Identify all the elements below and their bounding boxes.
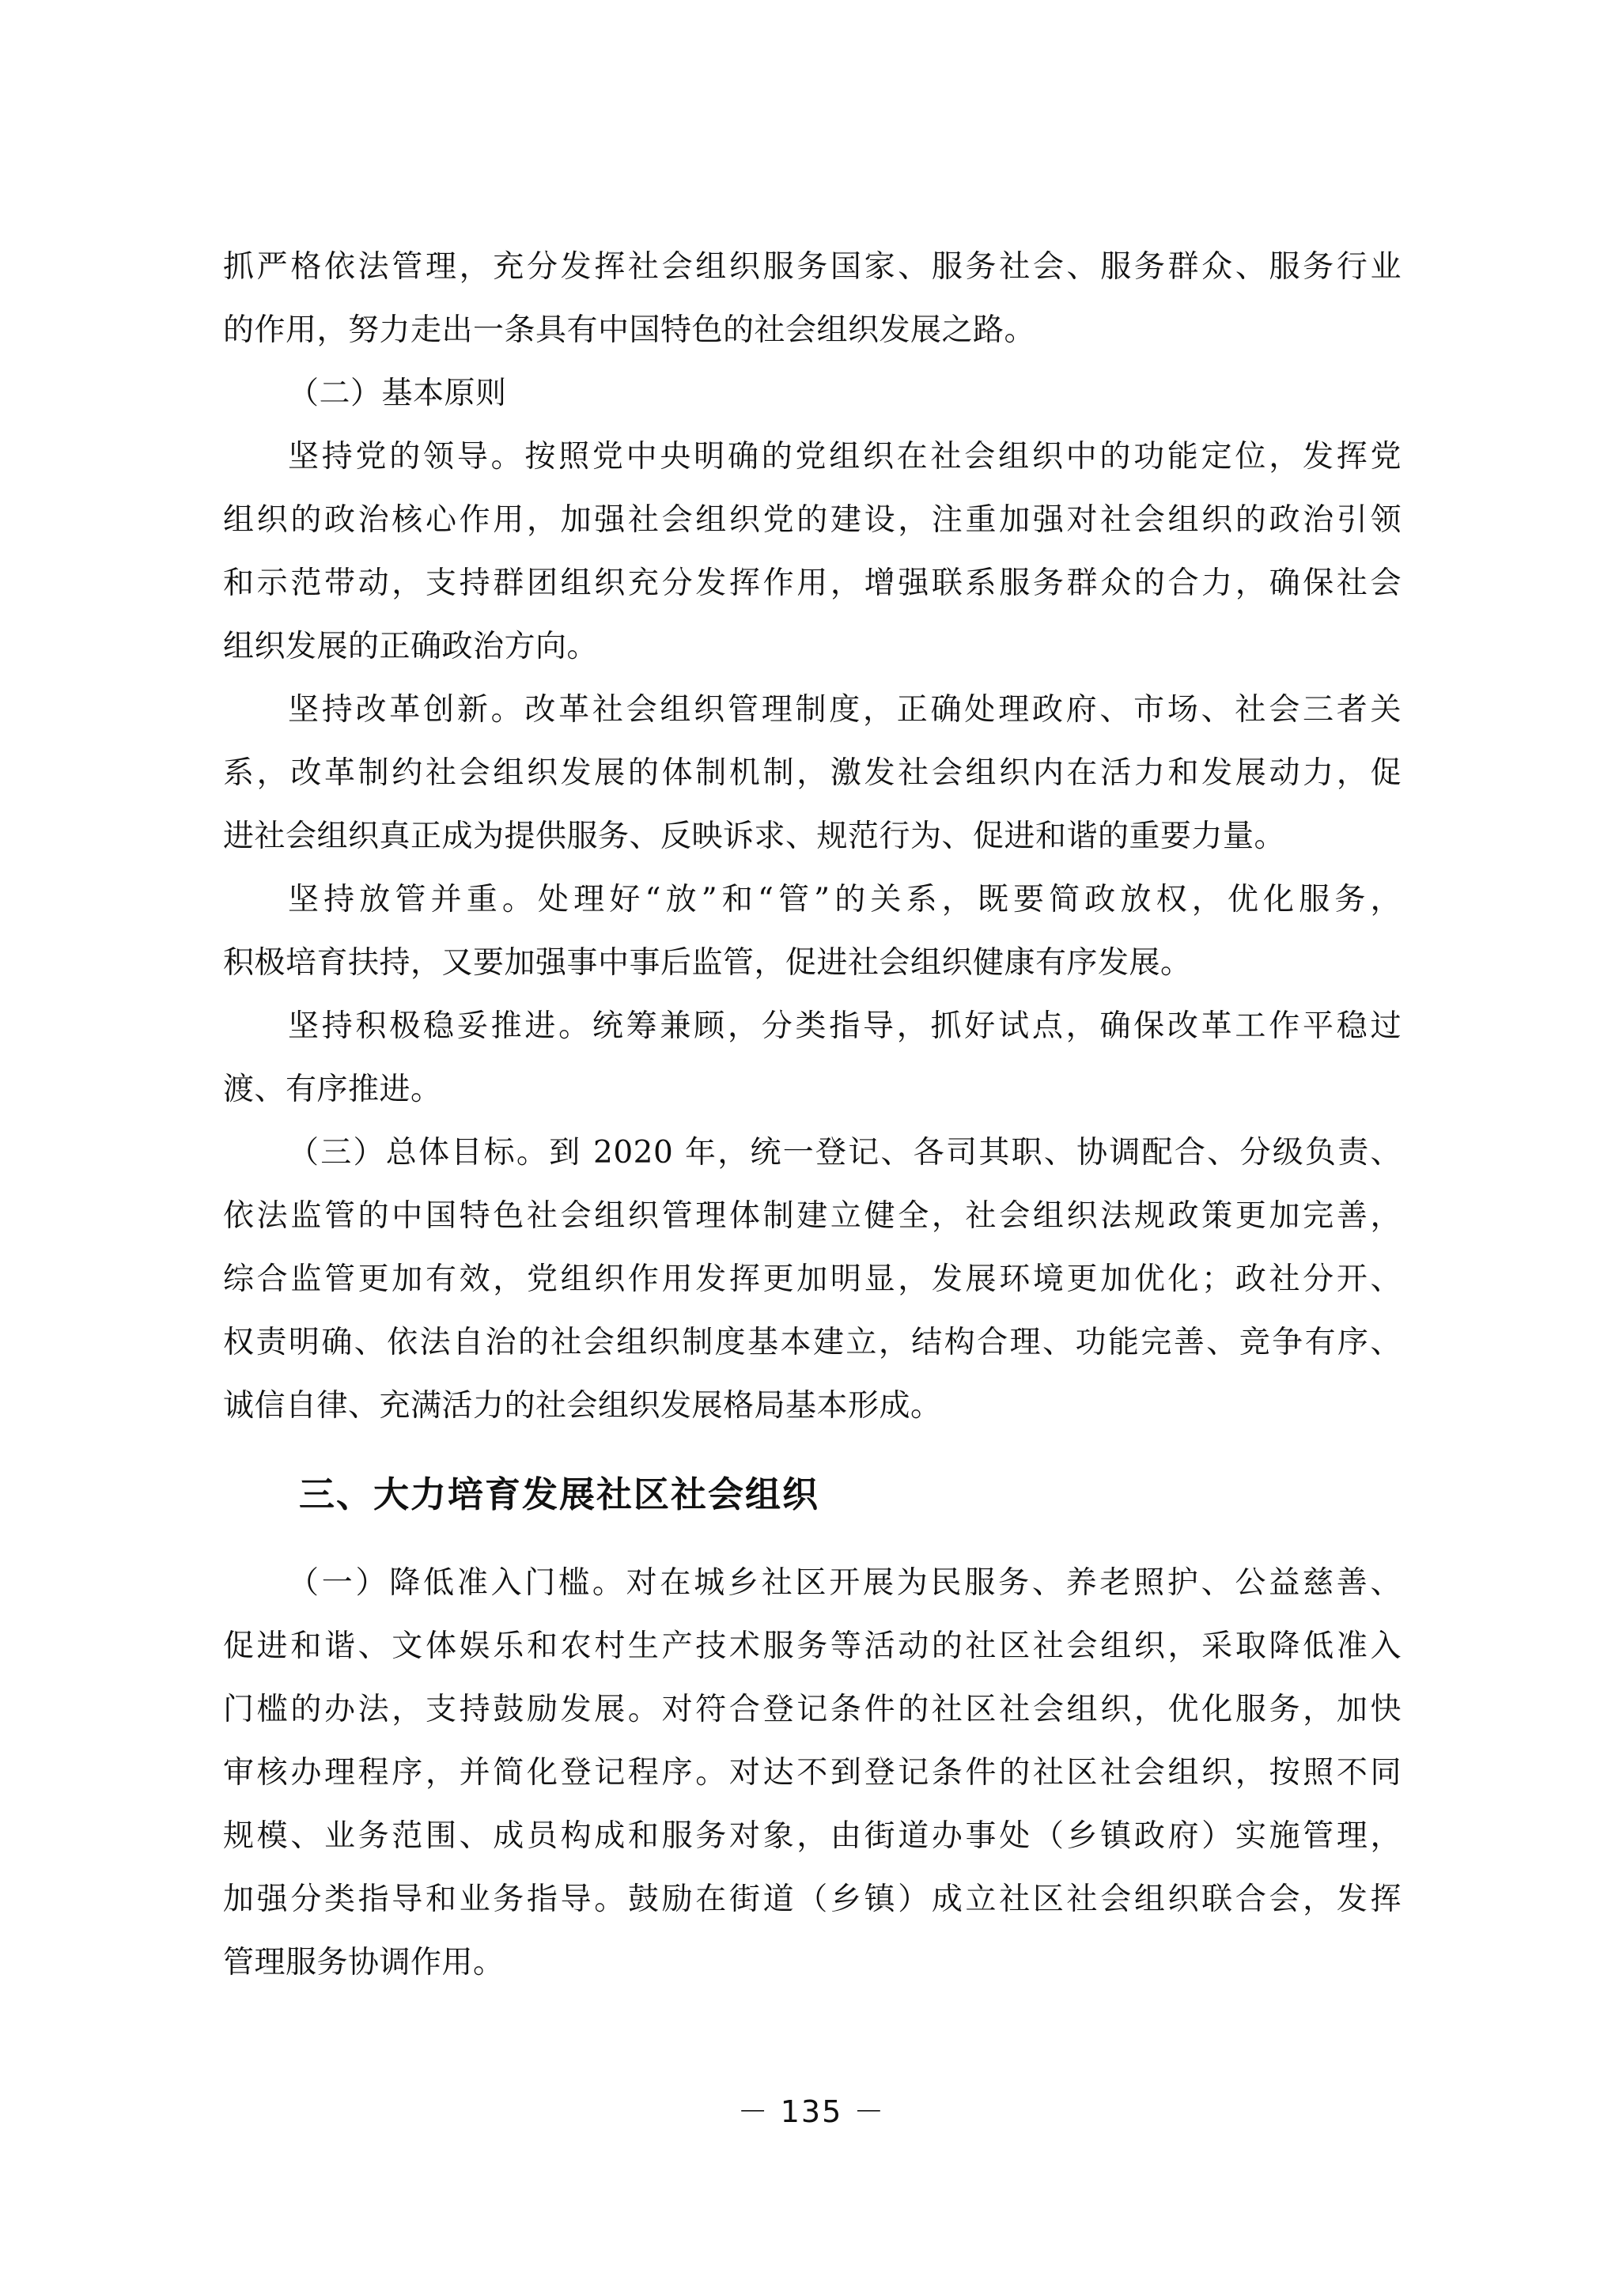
text-line: 坚持改革创新。改革社会组织管理制度，正确处理政府、市场、社会三者关	[288, 692, 1402, 728]
text-line: 坚持放管并重。处理好“放”和“管”的关系，既要简政放权，优化服务，	[288, 882, 1402, 917]
text-line: （一）降低准入门槛。对在城乡社区开展为民服务、养老照护、公益慈善、	[288, 1565, 1402, 1601]
text-line: 渡、有序推进。	[223, 1072, 442, 1107]
text-line: 促进和谐、文体娱乐和农村生产技术服务等活动的社区社会组织，采取降低准入	[223, 1628, 1402, 1664]
text-line: 坚持积极稳妥推进。统筹兼顾，分类指导，抓好试点，确保改革工作平稳过	[288, 1008, 1402, 1044]
text-line: 的作用，努力走出一条具有中国特色的社会组织发展之路。	[223, 312, 1036, 348]
text-line: 抓严格依法管理，充分发挥社会组织服务国家、服务社会、服务群众、服务行业	[223, 249, 1402, 285]
subheading-text: （二）基本原则	[288, 376, 507, 411]
subheading-basic-principles	[223, 362, 1402, 426]
page-number: － 135 －	[737, 2094, 886, 2129]
paragraph-intro-continued	[223, 236, 1402, 362]
paragraph-reform-innovation	[223, 679, 1402, 868]
paragraph-overall-goal	[223, 1122, 1402, 1438]
text-line: 坚持党的领导。按照党中央明确的党组织在社会组织中的功能定位，发挥党	[288, 439, 1402, 475]
text-line: 进社会组织真正成为提供服务、反映诉求、规范行为、促进和谐的重要力量。	[223, 819, 1286, 854]
text-line: 和示范带动，支持群团组织充分发挥作用，增强联系服务群众的合力，确保社会	[223, 565, 1402, 601]
text-line: 积极培育扶持，又要加强事中事后监管，促进社会组织健康有序发展。	[223, 945, 1192, 981]
document-body	[223, 236, 1402, 1995]
section-heading: 三、大力培育发展社区社会组织	[299, 1473, 820, 1515]
paragraph-balance-release-manage	[223, 868, 1402, 995]
text-line: 诚信自律、充满活力的社会组织发展格局基本形成。	[223, 1388, 942, 1424]
text-line: 依法监管的中国特色社会组织管理体制建立健全，社会组织法规政策更加完善，	[223, 1198, 1402, 1234]
text-line: 规模、业务范围、成员构成和服务对象，由街道办事处（乡镇政府）实施管理，	[223, 1818, 1402, 1854]
text-line: 审核办理程序，并简化登记程序。对达不到登记条件的社区社会组织，按照不同	[223, 1755, 1402, 1791]
text-line: 加强分类指导和业务指导。鼓励在街道（乡镇）成立社区社会组织联合会，发挥	[223, 1882, 1402, 1917]
paragraph-lower-entry-threshold	[223, 1552, 1402, 1995]
text-line: 门槛的办法，支持鼓励发展。对符合登记条件的社区社会组织，优化服务，加快	[223, 1692, 1402, 1727]
text-line: 权责明确、依法自治的社会组织制度基本建立，结构合理、功能完善、竞争有序、	[223, 1325, 1402, 1360]
paragraph-party-leadership	[223, 426, 1402, 679]
text-line: 组织发展的正确政治方向。	[223, 629, 599, 664]
text-line: （三）总体目标。到 2020 年，统一登记、各司其职、协调配合、分级负责、	[288, 1135, 1402, 1171]
text-line: 管理服务协调作用。	[223, 1945, 505, 1980]
text-line: 系，改革制约社会组织发展的体制机制，激发社会组织内在活力和发展动力，促	[223, 755, 1402, 791]
text-line: 组织的政治核心作用，加强社会组织党的建设，注重加强对社会组织的政治引领	[223, 502, 1402, 538]
paragraph-steady-progress	[223, 995, 1402, 1122]
text-line: 综合监管更加有效，党组织作用发挥更加明显，发展环境更加优化；政社分开、	[223, 1261, 1402, 1297]
